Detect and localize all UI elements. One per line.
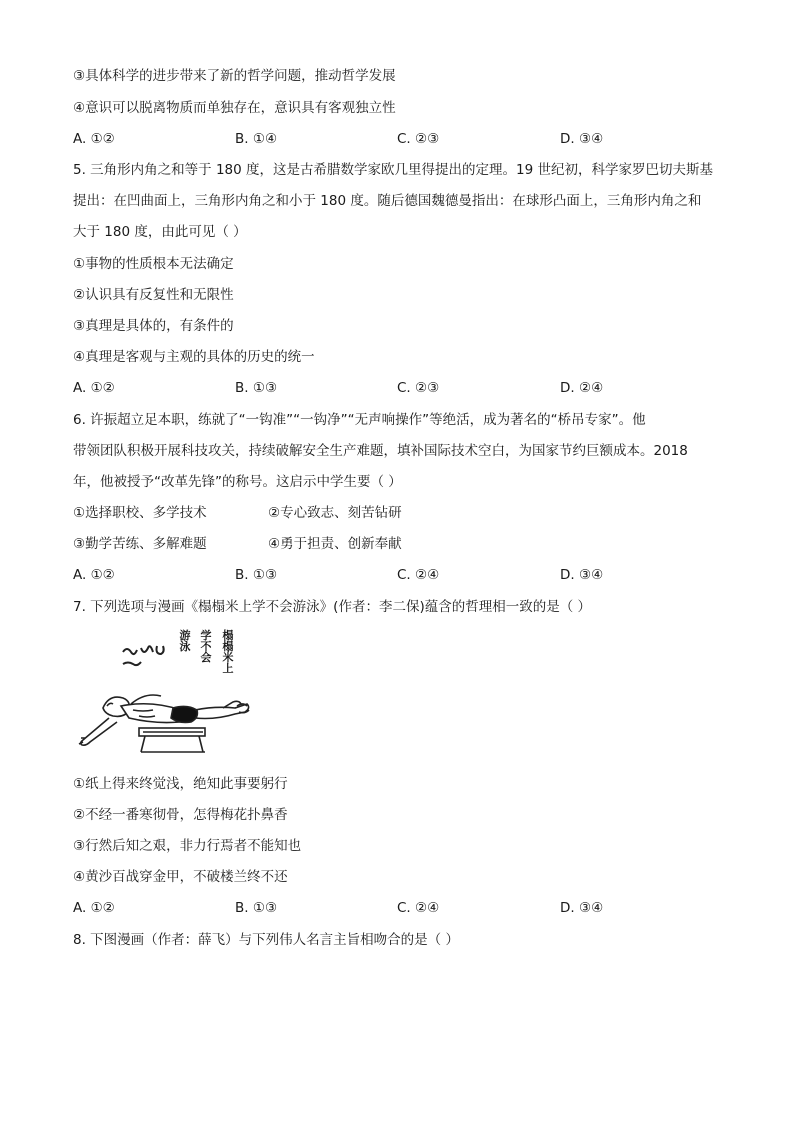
q6-option-b[interactable]: B. ①③: [235, 567, 278, 583]
q6-option-d[interactable]: D. ③④: [560, 567, 604, 583]
q7-options: [73, 898, 723, 918]
q7-stem-line-1: 7. 下列选项与漫画《榻榻米上学不会游泳》(作者：李二保)蕴含的哲理相一致的是（ ）: [73, 599, 591, 615]
q6-statements-row-2: [73, 534, 473, 554]
q4-option-a[interactable]: A. ①②: [73, 131, 115, 147]
q5-stem-line-2: 提出：在凹曲面上，三角形内角之和小于 180 度。随后德国魏德曼指出：在球形凸面上，三角形内角之和: [73, 193, 702, 209]
q6-statement-4: ④勇于担责、创新奉献: [268, 536, 402, 552]
q4-option-d[interactable]: D. ③④: [560, 131, 604, 147]
q6-options: [73, 565, 723, 585]
q6-statement-3: ③勤学苦练、多解难题: [73, 536, 207, 552]
q4-option-b[interactable]: B. ①④: [235, 131, 278, 147]
cartoon-title-col-2: 学不会: [200, 629, 212, 664]
bench: [139, 728, 205, 752]
q7-statement-3: ③行然后知之艰，非力行焉者不能知也: [73, 838, 302, 854]
q4-option-c[interactable]: C. ②③: [397, 131, 440, 147]
q6-stem-line-1: 6. 许振超立足本职，练就了“一钩准”“一钩净”“无声响操作”等绝活，成为著名的“桥吊专家”。他: [73, 412, 646, 428]
q5-statement-4: ④真理是客观与主观的具体的历史的统一: [73, 349, 315, 365]
cartoon-signature: [123, 646, 164, 665]
q5-stem-line-1: 5. 三角形内角之和等于 180 度，这是古希腊数学家欧几里得提出的定理。19 世纪初，科学家罗巴切夫斯基: [73, 162, 713, 178]
q4-options: [73, 129, 723, 149]
q5-option-b[interactable]: B. ①③: [235, 380, 278, 396]
cartoon-title-col-3: 游泳: [179, 629, 191, 653]
q6-statement-1: ①选择职校、多学技术: [73, 505, 207, 521]
swimmer-figure: [79, 695, 249, 745]
q6-statements-row-1: [73, 503, 473, 523]
q7-option-b[interactable]: B. ①③: [235, 900, 278, 916]
q5-option-c[interactable]: C. ②③: [397, 380, 440, 396]
q7-option-a[interactable]: A. ①②: [73, 900, 115, 916]
q5-stem-line-3: 大于 180 度，由此可见（ ）: [73, 224, 247, 240]
q5-options: [73, 378, 723, 398]
q7-cartoon: [73, 628, 263, 758]
q4-statement-3: ③具体科学的进步带来了新的哲学问题，推动哲学发展: [73, 68, 396, 84]
q7-statement-1: ①纸上得来终觉浅，绝知此事要躬行: [73, 776, 288, 792]
q4-statement-4: ④意识可以脱离物质而单独存在，意识具有客观独立性: [73, 100, 396, 116]
q7-option-d[interactable]: D. ③④: [560, 900, 604, 916]
q7-statement-2: ②不经一番寒彻骨，怎得梅花扑鼻香: [73, 807, 288, 823]
cartoon-title-col-1: 榻榻米上: [222, 629, 234, 675]
cartoon-drawing: [73, 628, 263, 758]
q5-statement-1: ①事物的性质根本无法确定: [73, 256, 234, 272]
q7-statement-4: ④黄沙百战穿金甲，不破楼兰终不还: [73, 869, 288, 885]
q6-stem-line-2: 带领团队积极开展科技攻关，持续破解安全生产难题，填补国际技术空白，为国家节约巨额成本。2018: [73, 443, 688, 459]
q5-option-d[interactable]: D. ②④: [560, 380, 604, 396]
q8-stem-line-1: 8. 下图漫画（作者：薛飞）与下列伟人名言主旨相吻合的是（ ）: [73, 932, 459, 948]
q6-option-a[interactable]: A. ①②: [73, 567, 115, 583]
q7-option-c[interactable]: C. ②④: [397, 900, 440, 916]
q6-statement-2: ②专心致志、刻苦钻研: [268, 505, 402, 521]
q6-option-c[interactable]: C. ②④: [397, 567, 440, 583]
q5-statement-2: ②认识具有反复性和无限性: [73, 287, 234, 303]
q6-stem-line-3: 年，他被授予“改革先锋”的称号。这启示中学生要（ ）: [73, 474, 402, 490]
q5-option-a[interactable]: A. ①②: [73, 380, 115, 396]
q5-statement-3: ③真理是具体的，有条件的: [73, 318, 234, 334]
